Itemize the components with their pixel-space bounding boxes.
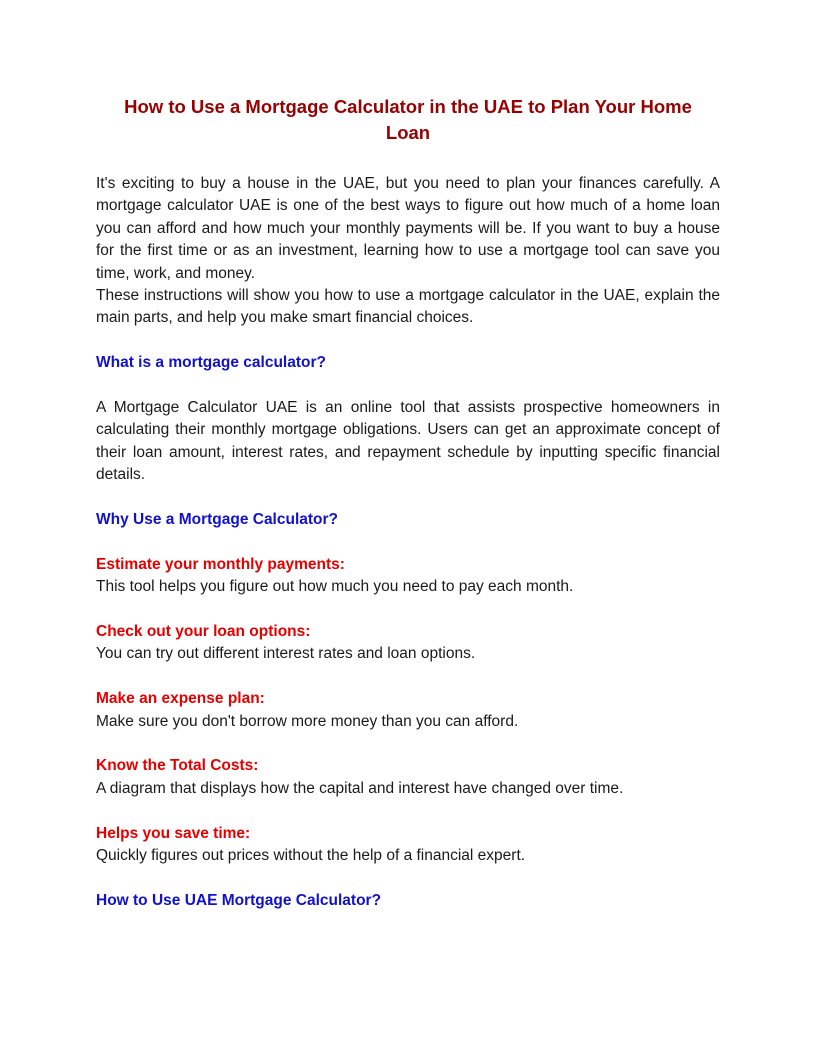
spacer	[96, 800, 720, 822]
benefit-item	[96, 823, 720, 868]
benefit-title: Make an expense plan:	[96, 690, 265, 708]
benefit-text: Make sure you don't borrow more money than you can afford.	[96, 712, 519, 730]
heading-what-is: What is a mortgage calculator?	[96, 354, 326, 372]
benefit-item	[96, 688, 720, 733]
heading-how-to-use: How to Use UAE Mortgage Calculator?	[96, 891, 382, 909]
benefit-text: A diagram that displays how the capital and interest have changed over time.	[96, 779, 624, 797]
intro-paragraph-2: These instructions will show you how to use a mortgage calculator in the UAE, explain the main parts, and help you make smart financial choices.	[96, 287, 720, 327]
spacer	[96, 599, 720, 621]
document-page	[96, 94, 720, 912]
spacer	[96, 487, 720, 509]
page-title: How to Use a Mortgage Calculator in the UAE to Plan Your Home Loan	[124, 96, 692, 143]
benefit-title: Helps you save time:	[96, 824, 251, 842]
spacer	[96, 733, 720, 755]
spacer	[96, 375, 720, 397]
benefit-title: Know the Total Costs:	[96, 757, 259, 775]
heading-why-use: Why Use a Mortgage Calculator?	[96, 511, 339, 529]
spacer	[96, 867, 720, 889]
spacer	[96, 531, 720, 553]
benefit-item	[96, 554, 720, 599]
spacer	[96, 330, 720, 352]
intro-paragraph-1: It's exciting to buy a house in the UAE, but you need to plan your finances carefully. A mortgage calculator UAE is one of the best ways to figure out how much of a home loan you can afford and how much your monthly payments will be. If you want to buy a house for the first time or as an investment, learning how to use a mortgage tool can save you time, work, and money.	[96, 175, 720, 282]
spacer	[96, 666, 720, 688]
benefit-item	[96, 755, 720, 800]
benefit-title: Estimate your monthly payments:	[96, 555, 345, 573]
benefit-text: You can try out different interest rates and loan options.	[96, 645, 476, 663]
what-is-paragraph: A Mortgage Calculator UAE is an online tool that assists prospective homeowners in calculating their monthly mortgage obligations. Users can get an approximate concept of their loan amount, interest rates, and repayment schedule by inputting specific financial details.	[96, 399, 720, 484]
benefit-item	[96, 621, 720, 666]
benefit-text: This tool helps you figure out how much you need to pay each month.	[96, 578, 574, 596]
benefit-title: Check out your loan options:	[96, 623, 311, 641]
benefit-text: Quickly figures out prices without the help of a financial expert.	[96, 847, 526, 865]
